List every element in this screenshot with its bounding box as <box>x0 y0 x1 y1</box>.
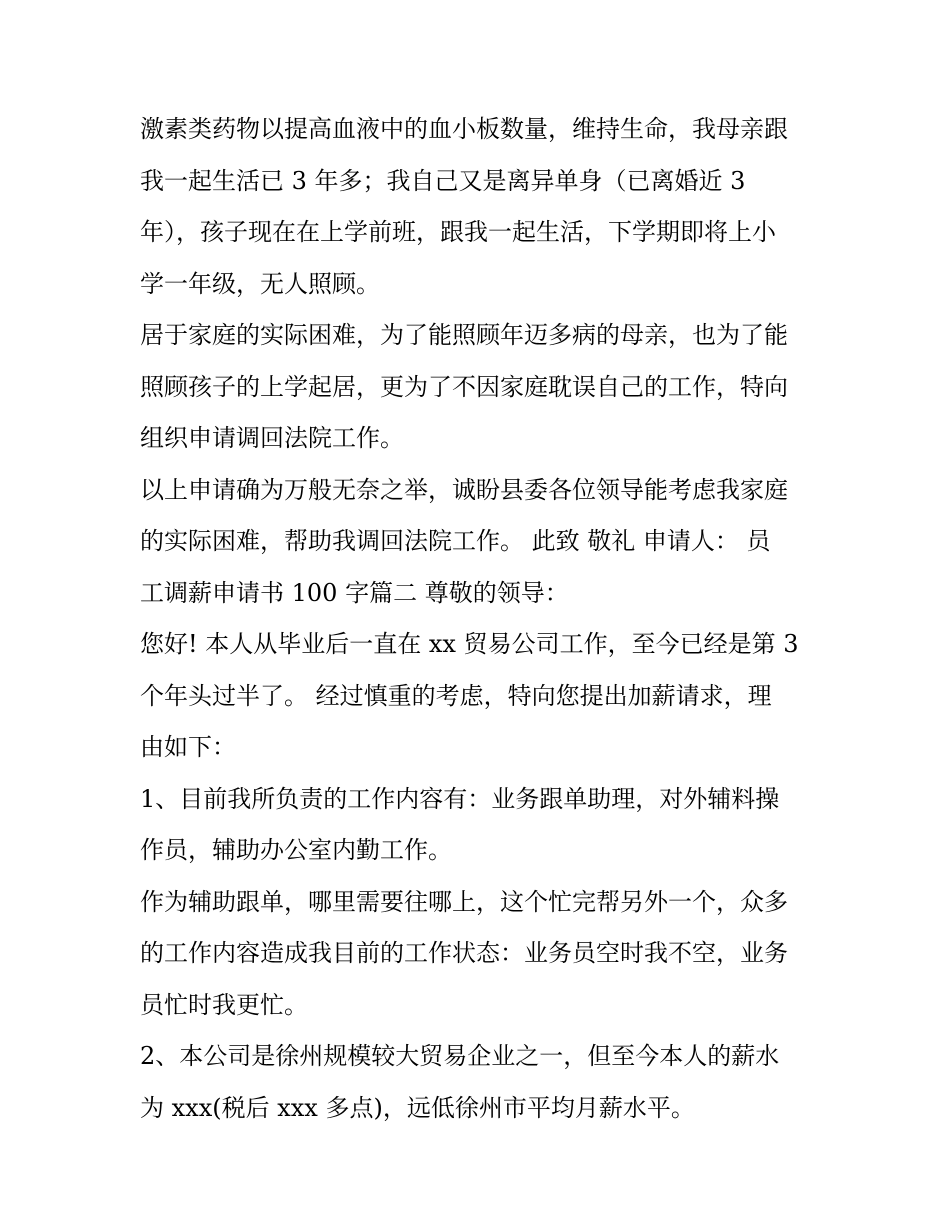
text-line: 由如下： <box>140 733 236 761</box>
document-body <box>140 104 820 1134</box>
text-line: 居于家庭的实际困难，为了能照顾年迈多病的母亲，也为了能 <box>140 321 788 349</box>
text-line: 的工作内容造成我目前的工作状态：业务员空时我不空，业务 <box>140 939 788 967</box>
text-line: 工调薪申请书 100 字篇二 尊敬的领导： <box>140 578 569 607</box>
text-line: 年），孩子现在在上学前班，跟我一起生活，下学期即将上小 <box>140 218 776 246</box>
text-line: 员忙时我更忙。 <box>140 990 308 1019</box>
text-line: 我一起生活已 3 年多；我自己又是离异单身（已离婚近 3 <box>140 166 746 195</box>
text-line: 学一年级，无人照顾。 <box>140 269 380 298</box>
text-line: 为 xxx(税后 xxx 多点)，远低徐州市平均月薪水平。 <box>140 1093 695 1122</box>
text-line: 激素类药物以提高血液中的血小板数量，维持生命，我母亲跟 <box>140 115 788 143</box>
text-line: 以上申请确为万般无奈之举，诚盼县委各位领导能考虑我家庭 <box>140 475 788 504</box>
text-line: 组织申请调回法院工作。 <box>140 424 404 452</box>
text-line: 的实际困难，帮助我调回法院工作。 此致 敬礼 申请人： 员 <box>140 527 771 555</box>
text-line: 2、本公司是徐州规模较大贸易企业之一，但至今本人的薪水 <box>140 1042 780 1070</box>
text-line: 作员，辅助办公室内勤工作。 <box>140 836 452 864</box>
text-line: 作为辅助跟单，哪里需要往哪上，这个忙完帮另外一个，众多 <box>140 887 788 916</box>
text-line: 您好! 本人从毕业后一直在 xx 贸易公司工作，至今已经是第 3 <box>140 630 799 658</box>
text-line: 照顾孩子的上学起居，更为了不因家庭耽误自己的工作，特向 <box>140 372 788 401</box>
text-line: 1、目前我所负责的工作内容有：业务跟单助理，对外辅料操 <box>140 784 780 813</box>
text-line: 个年头过半了。 经过慎重的考虑，特向您提出加薪请求，理 <box>140 681 772 710</box>
